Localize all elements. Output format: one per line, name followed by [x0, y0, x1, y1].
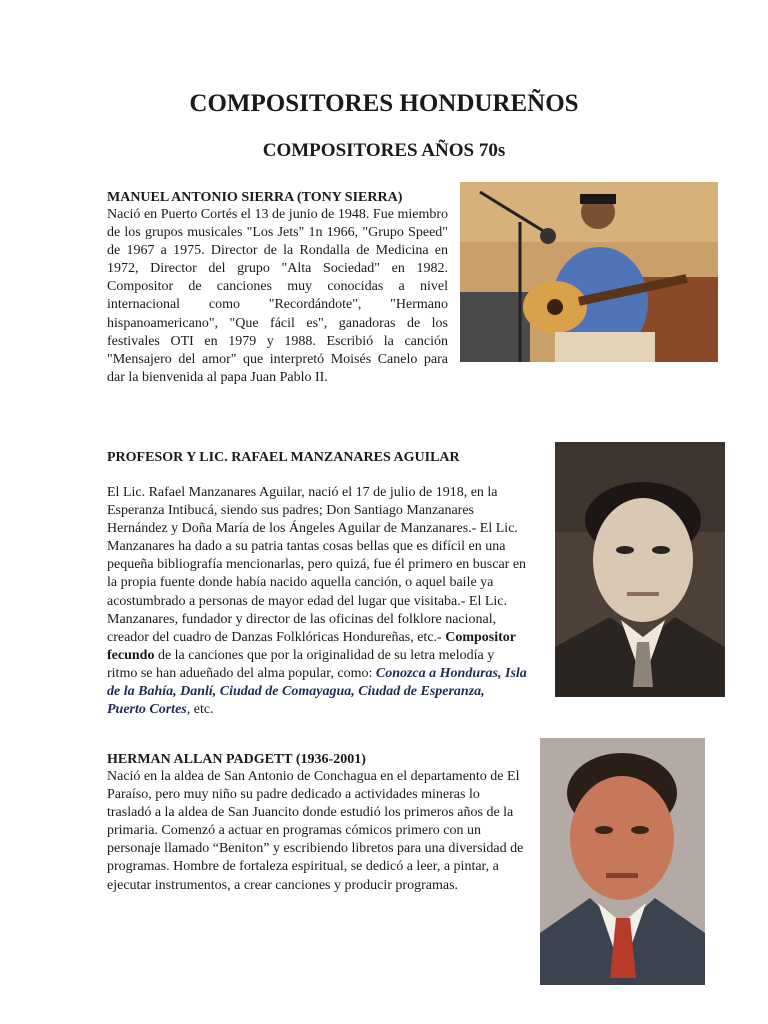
composer-heading: MANUEL ANTONIO SIERRA (TONY SIERRA) — [107, 190, 403, 205]
composer-heading: HERMAN ALLAN PADGETT (1936-2001) — [107, 752, 366, 767]
composer-section-herman-padgett — [107, 752, 527, 895]
composer-section-tony-sierra — [107, 190, 448, 387]
bio-bold-phrase: Compositor fecundo — [107, 629, 516, 663]
song-titles: Conozca a Honduras, Isla de la Bahía, Danlí, Ciudad de Comayagua, Ciudad de Esperanza, Puerto Cortes — [107, 665, 527, 718]
composer-heading: PROFESOR Y LIC. RAFAEL MANZANARES AGUILAR — [107, 450, 460, 465]
bio-text: de la canciones que por la originalidad de su letra melodía y ritmo se han adueñado del alma popular, como: — [107, 647, 495, 681]
bio-text: , etc. — [186, 702, 214, 718]
bio-text: El Lic. Rafael Manzanares Aguilar, nació el 17 de julio de 1918, en la Esperanza Intibucá, siendo sus padres; Don Santiago Manzanares Hernández y Doña María de los Ángeles Aguilar de Manzanares.- El Lic. Manzanares ha dado a su patria tantas cosas bellas que es difícil en una pequeña bibliografía mencionarlas, pero quizá, fue él primero en buscar en la propia fuente donde había nacido aquella canción, o aquel baile ya acostumbrado a personas de mayor edad del lugar que visitaba.- El Lic. Manzanares, fundador y director de las oficinas del folklore nacional, creador del cuadro de Danzas Folklóricas Hondureñas, etc.- — [107, 485, 527, 645]
composer-bio: Nació en la aldea de San Antonio de Conchagua en el departamento de El Paraíso, pero muy niño su padre dedicado a actividades mineras lo trasladó a la aldea de San Juancito donde estudió los primeros años de la primaria. Comenzó a actuar en programas cómicos primero con un personaje llamado “Beniton” y escribiendo libretos para una diversidad de programas. Hombre de fortaleza espiritual, se dedicó a leer, a pintar, a ejecutar instrumentos, a crear canciones y producir programas. — [107, 769, 524, 893]
photo-herman-padgett — [540, 738, 705, 985]
photo-rafael-manzanares — [555, 442, 725, 697]
page-title: COMPOSITORES HONDUREÑOS — [189, 90, 579, 117]
composer-bio: Nació en Puerto Cortés el 13 de junio de 1948. Fue miembro de los grupos musicales "Los Jets" 1n 1966, "Grupo Speed" de 1967 a 1975. Director de la Rondalla de Medicina en 1972, Director del grupo "Alta Sociedad" en 1982. Compositor de canciones muy conocidas a nivel internacional como "Recordándote", "Hermano hispanoamericano", "Que fácil es", ganadoras de los festivales OTI en 1979 y 1988. Escribió la canción "Mensajero del amor" que interpretó Moisés Canelo para dar la bienvenida al papa Juan Pablo II. — [107, 207, 448, 385]
page-subtitle: COMPOSITORES AÑOS 70s — [262, 140, 506, 161]
composer-section-rafael-manzanares — [107, 450, 527, 719]
photo-tony-sierra-guitar — [460, 182, 718, 362]
composer-bio — [107, 484, 527, 719]
